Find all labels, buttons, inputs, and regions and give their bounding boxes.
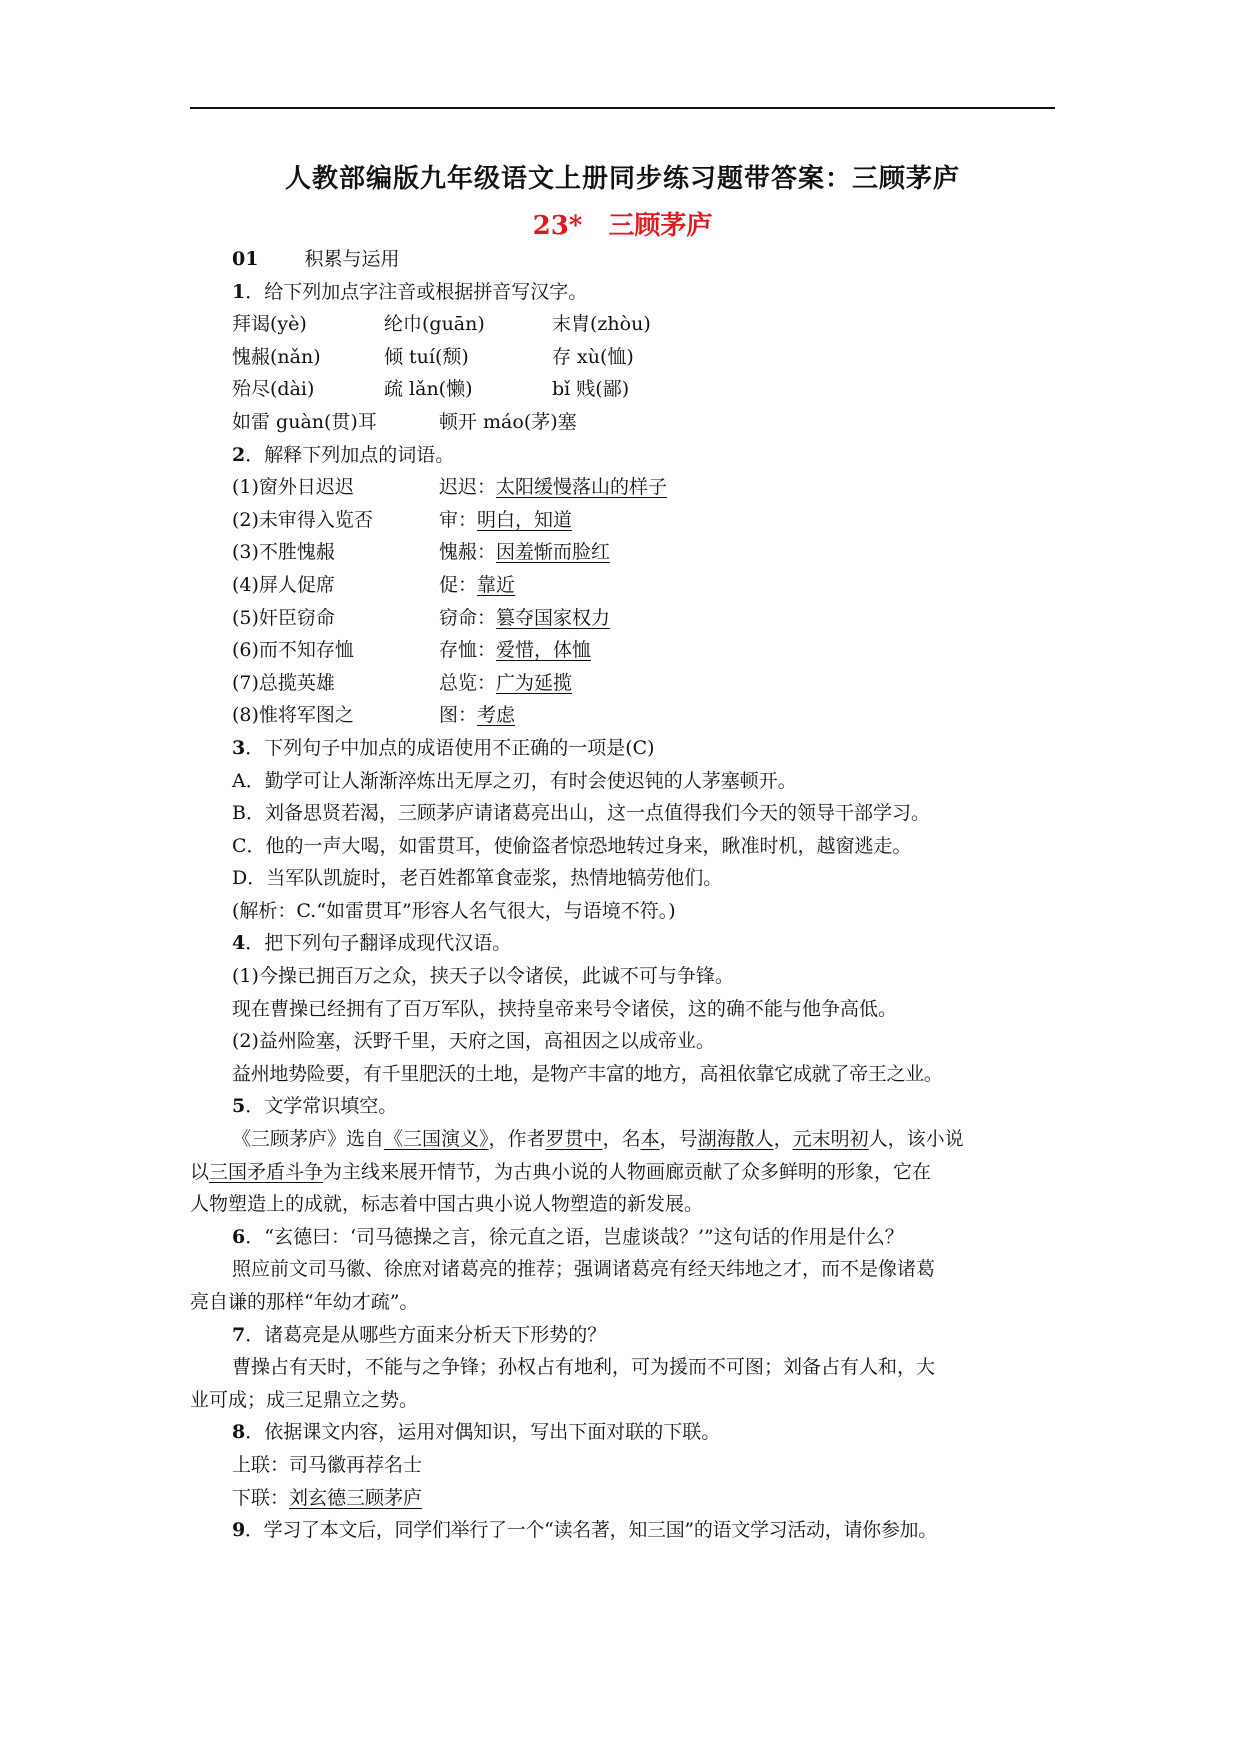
question-stem: ．诸葛亮是从哪些方面来分析天下形势的？ — [245, 1323, 607, 1346]
text-run: ， — [773, 1128, 793, 1151]
word-item — [190, 471, 1070, 504]
question-stem: ．依据课文内容，运用对偶知识，写出下面对联的下联。 — [245, 1421, 721, 1444]
question-number: 7 — [232, 1323, 246, 1346]
word-item — [190, 504, 1070, 537]
text-run: ，号 — [659, 1128, 698, 1151]
word-answer: 考虑 — [477, 704, 516, 727]
couplet-label: 下联： — [232, 1486, 290, 1509]
word-item — [190, 667, 1070, 700]
fill-answer: 罗贯中 — [545, 1128, 603, 1151]
word-key: 迟迟： — [439, 476, 497, 499]
question-7 — [190, 1319, 1070, 1352]
question-2 — [190, 439, 1070, 472]
word-key: 总览： — [439, 671, 497, 694]
question-4 — [190, 927, 1070, 960]
pinyin-item: 疏 lǎn(懒) — [384, 378, 473, 401]
couplet-text: 司马徽再荐名士 — [289, 1453, 423, 1476]
question-1 — [190, 276, 1070, 309]
pinyin-item: 存 xù(恤) — [552, 345, 634, 368]
section-label: 积累与运用 — [304, 248, 400, 270]
fill-answer: 元末明初 — [792, 1128, 869, 1151]
word-key: 存恤： — [439, 639, 497, 662]
word-answer: 明白，知道 — [477, 508, 573, 531]
question-stem: ．学习了本文后，同学们举行了一个“读名著，知三国”的语文学习活动，请你参加。 — [244, 1519, 937, 1542]
word-phrase: (5)奸臣窃命 — [232, 606, 335, 629]
fill-paragraph-line: 人物塑造上的成就，标志着中国古典小说人物塑造的新发展。 — [190, 1193, 704, 1216]
option-d: D．当军队凯旋时，老百姓都箪食壶浆，热情地犒劳他们。 — [232, 867, 723, 890]
word-item — [190, 602, 1070, 635]
question-stem: ．“玄德曰：‘司马德操之言，徐元直之语，岂虚谈哉？’”这句话的作用是什么？ — [245, 1225, 904, 1248]
word-answer: 篡夺国家权力 — [496, 606, 611, 629]
translation-answer: 现在曹操已经拥有了百万军队，挟持皇帝来号令诸侯，这的确不能与他争高低。 — [232, 997, 898, 1020]
question-8 — [190, 1416, 1070, 1449]
question-number: 4 — [232, 932, 246, 955]
section-number: 01 — [232, 248, 259, 270]
question-3 — [190, 732, 1070, 765]
fill-answer: 三国矛盾斗争 — [209, 1160, 324, 1183]
text-run: 《三顾茅庐》选自 — [232, 1128, 385, 1151]
option-b: B．刘备思贤若渴，三顾茅庐请诸葛亮出山，这一点值得我们今天的领导干部学习。 — [232, 802, 930, 825]
word-phrase: (8)惟将军图之 — [232, 704, 354, 727]
question-stem: ．文学常识填空。 — [245, 1095, 398, 1118]
text-run: 以 — [190, 1160, 210, 1183]
word-phrase: (1)窗外日迟迟 — [232, 476, 354, 499]
word-key: 窃命： — [439, 606, 497, 629]
word-phrase: (7)总揽英雄 — [232, 671, 335, 694]
fill-answer: 本 — [640, 1128, 660, 1151]
question-stem: ．解释下列加点的词语。 — [245, 443, 455, 466]
pinyin-row — [190, 406, 1070, 439]
couplet-lower — [190, 1482, 1070, 1515]
header-rule — [190, 107, 1055, 109]
pinyin-item: 末胄(zhòu) — [552, 313, 651, 336]
question-stem: ．下列句子中加点的成语使用不正确的一项是(C) — [245, 736, 655, 759]
couplet-label: 上联： — [232, 1453, 290, 1476]
fill-answer: 湖海散人 — [697, 1128, 774, 1151]
question-number: 2 — [232, 443, 246, 466]
translation-answer: 益州地势险要，有千里肥沃的土地，是物产丰富的地方，高祖依靠它成就了帝王之业。 — [232, 1062, 943, 1085]
word-key: 促： — [439, 573, 478, 596]
word-item — [190, 699, 1070, 732]
word-answer: 太阳缓慢落山的样子 — [496, 476, 668, 499]
fill-answer: 《三国演义》 — [384, 1128, 489, 1151]
analysis-text: (解析：C.“如雷贯耳”形容人名气很大，与语境不符。) — [232, 899, 676, 922]
option-c: C．他的一声大喝，如雷贯耳，使偷盗者惊恐地转过身来，瞅准时机，越窗逃走。 — [232, 834, 912, 857]
question-5 — [190, 1090, 1070, 1123]
word-answer: 爱惜，体恤 — [496, 639, 592, 662]
question-stem: ．给下列加点字注音或根据拼音写汉字。 — [245, 280, 588, 303]
text-run: ，作者 — [488, 1128, 546, 1151]
page-title: 人教部编版九年级语文上册同步练习题带答案：三顾茅庐 — [284, 164, 960, 194]
word-answer: 因羞惭而脸红 — [496, 541, 611, 564]
pinyin-row — [190, 341, 1070, 374]
section-heading — [190, 243, 1070, 276]
question-number: 6 — [232, 1225, 246, 1248]
pinyin-item: bǐ 贱(鄙) — [552, 378, 630, 401]
word-phrase: (6)而不知存恤 — [232, 639, 354, 662]
text-run: 人，该小说 — [868, 1128, 964, 1151]
option-a: A．勤学可让人渐渐淬炼出无厚之刃，有时会使迟钝的人茅塞顿开。 — [232, 769, 797, 792]
fill-paragraph-line — [190, 1123, 1070, 1156]
pinyin-item: 倾 tuí(颓) — [384, 345, 469, 368]
word-item — [190, 569, 1070, 602]
answer-line: 业可成；成三足鼎立之势。 — [190, 1388, 419, 1411]
couplet-upper — [190, 1449, 1070, 1482]
couplet-answer: 刘玄德三顾茅庐 — [289, 1486, 423, 1509]
word-item — [190, 536, 1070, 569]
pinyin-item: 拜谒(yè) — [232, 313, 307, 336]
pinyin-item: 顿开 máo(茅)塞 — [439, 410, 577, 433]
word-key: 图： — [439, 704, 478, 727]
answer-line: 亮自谦的那样“年幼才疏”。 — [190, 1291, 419, 1313]
question-number: 5 — [232, 1095, 246, 1118]
word-phrase: (3)不胜愧赧 — [232, 541, 335, 564]
text-run: 为主线来展开情节，为古典小说的人物画廊贡献了众多鲜明的形象，它在 — [323, 1160, 932, 1183]
exercise-content — [190, 243, 1070, 1547]
answer-line: 曹操占有天时，不能与之争锋；孙权占有地利，可为援而不可图；刘备占有人和，大 — [232, 1356, 936, 1379]
word-phrase: (4)屏人促席 — [232, 573, 335, 596]
lesson-subtitle: 23* 三顾茅庐 — [532, 211, 713, 241]
pinyin-item: 愧赧(nǎn) — [232, 345, 321, 368]
question-number: 3 — [232, 736, 246, 759]
translation-source: (1)今操已拥百万之众，挟天子以令诸侯，此诚不可与争锋。 — [232, 965, 734, 988]
pinyin-row — [190, 308, 1070, 341]
question-9 — [190, 1514, 1070, 1547]
text-run: ，名 — [602, 1128, 641, 1151]
pinyin-item: 纶巾(guān) — [384, 313, 485, 336]
translation-source: (2)益州险塞，沃野千里，天府之国，高祖因之以成帝业。 — [232, 1030, 715, 1053]
word-item — [190, 634, 1070, 667]
word-key: 愧赧： — [439, 541, 497, 564]
word-answer: 广为延揽 — [496, 671, 573, 694]
word-phrase: (2)未审得入览否 — [232, 508, 373, 531]
question-number: 8 — [232, 1421, 246, 1444]
question-number: 1 — [232, 280, 246, 303]
answer-line: 照应前文司马徽、徐庶对诸葛亮的推荐；强调诸葛亮有经天纬地之才，而不是像诸葛 — [232, 1258, 936, 1281]
pinyin-row — [190, 373, 1070, 406]
question-stem: ．把下列句子翻译成现代汉语。 — [245, 932, 512, 955]
fill-paragraph-line — [190, 1156, 1070, 1189]
pinyin-item: 如雷 guàn(贯)耳 — [232, 410, 377, 433]
word-key: 审： — [439, 508, 478, 531]
question-number: 9 — [232, 1519, 245, 1542]
pinyin-item: 殆尽(dài) — [232, 378, 315, 401]
question-6 — [190, 1221, 1070, 1254]
word-answer: 靠近 — [477, 573, 516, 596]
